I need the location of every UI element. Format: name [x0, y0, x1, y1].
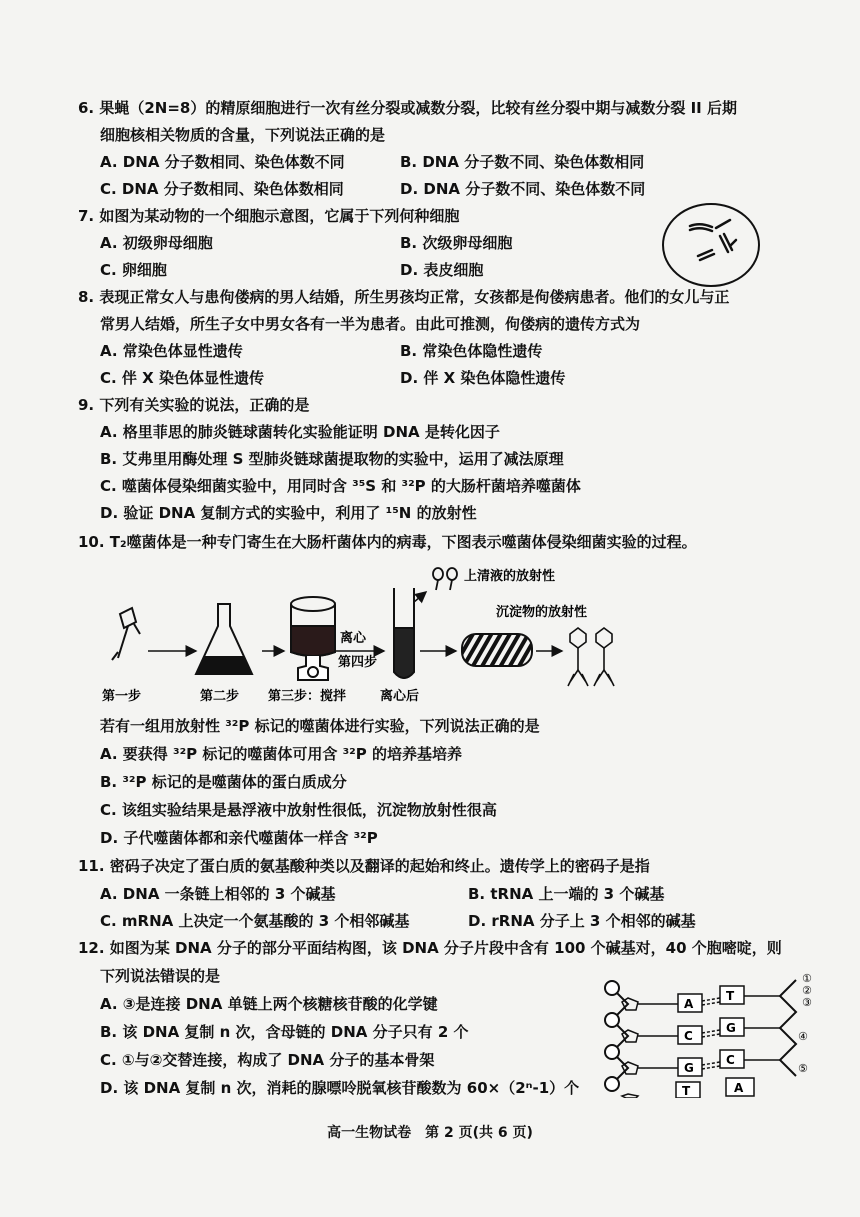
q9-option-c: C. 噬菌体侵染细菌实验中，用同时含 ³⁵S 和 ³²P 的大肠杆菌培养噬菌体 [100, 477, 581, 495]
base-left-1: A [684, 997, 694, 1011]
q6-option-a: A. DNA 分子数相同、染色体数不同 [100, 153, 345, 171]
precipitate-label: 沉淀物的放射性 [496, 605, 588, 620]
dna-structure-diagram [598, 968, 814, 1098]
phage-pair-icon [433, 568, 457, 590]
q10-option-b: B. ³²P 标记的是噬菌体的蛋白质成分 [100, 773, 347, 791]
q8-option-a: A. 常染色体显性遗传 [100, 342, 243, 360]
q9-stem: 9. 下列有关实验的说法，正确的是 [78, 396, 310, 414]
marker-2: ② [802, 984, 812, 997]
q6-option-b: B. DNA 分子数不同、染色体数相同 [400, 153, 645, 171]
step1-label: 第一步 [102, 689, 142, 704]
step3-label: 第三步：搅拌 [268, 689, 347, 704]
base-left-4: T [682, 1084, 691, 1098]
q9-option-a: A. 格里菲思的肺炎链球菌转化实验能证明 DNA 是转化因子 [100, 423, 500, 441]
q10-stem: 10. T₂噬菌体是一种专门寄生在大肠杆菌体内的病毒，下图表示噬菌体侵染细菌实验的过程。 [78, 533, 697, 551]
page-footer: 高一生物试卷 第 2 页(共 6 页) [327, 1125, 533, 1141]
q10-option-d: D. 子代噬菌体都和亲代噬菌体一样含 ³²P [100, 829, 378, 847]
q8-option-d: D. 伴 X 染色体隐性遗传 [400, 369, 566, 387]
q12-option-a: A. ③是连接 DNA 单链上两个核糖核苷酸的化学键 [100, 995, 438, 1013]
q6-stem-line2: 细胞核相关物质的含量，下列说法正确的是 [100, 126, 386, 144]
test-tube-icon [394, 588, 414, 678]
step4-label: 离心后 [380, 689, 420, 704]
q9-option-b: B. 艾弗里用酶处理 S 型肺炎链球菌提取物的实验中，运用了减法原理 [100, 450, 564, 468]
q11-stem: 11. 密码子决定了蛋白质的氨基酸种类以及翻译的起始和终止。遗传学上的密码子是指 [78, 857, 650, 875]
base-right-3: C [726, 1053, 735, 1067]
q8-option-b: B. 常染色体隐性遗传 [400, 342, 543, 360]
flask-icon [196, 604, 252, 674]
q7-option-d: D. 表皮细胞 [400, 261, 484, 279]
step2-label: 第二步 [200, 689, 240, 704]
q10-option-c: C. 该组实验结果是悬浮液中放射性很低，沉淀物放射性很高 [100, 801, 497, 819]
q9-option-d: D. 验证 DNA 复制方式的实验中，利用了 ¹⁵N 的放射性 [100, 504, 477, 522]
q6-option-c: C. DNA 分子数相同、染色体数相同 [100, 180, 344, 198]
base-right-4: A [734, 1081, 744, 1095]
bacterium-icon [462, 634, 532, 666]
q7-option-a: A. 初级卵母细胞 [100, 234, 213, 252]
q10-sub-stem: 若有一组用放射性 ³²P 标记的噬菌体进行实验，下列说法正确的是 [100, 717, 540, 735]
phage-experiment-diagram [100, 556, 660, 708]
blender-icon [291, 597, 335, 680]
base-left-3: G [684, 1061, 694, 1075]
q11-option-d: D. rRNA 分子上 3 个相邻的碱基 [468, 912, 696, 930]
q10-option-a: A. 要获得 ³²P 标记的噬菌体可用含 ³²P 的培养基培养 [100, 745, 462, 763]
q7-stem: 7. 如图为某动物的一个细胞示意图，它属于下列何种细胞 [78, 207, 460, 225]
q7-option-c: C. 卵细胞 [100, 261, 167, 279]
supernatant-label: 上清液的放射性 [464, 569, 556, 584]
centrifuge-label: 离心 [340, 631, 367, 646]
q12-stem-line2: 下列说法错误的是 [100, 967, 221, 985]
q11-option-a: A. DNA 一条链上相邻的 3 个碱基 [100, 885, 336, 903]
marker-4: ④ [798, 1030, 808, 1043]
cell-diagram [660, 200, 762, 290]
q8-stem-line1: 8. 表现正常女人与患佝偻病的男人结婚，所生男孩均正常，女孩都是佝偻病患者。他们的女儿与正 [78, 288, 730, 306]
q6-option-d: D. DNA 分子数不同、染色体数不同 [400, 180, 646, 198]
q8-stem-line2: 常男人结婚，所生子女中男女各有一半为患者。由此可推测，佝偻病的遗传方式为 [100, 315, 641, 333]
marker-5: ⑤ [798, 1062, 808, 1075]
q12-stem-line1: 12. 如图为某 DNA 分子的部分平面结构图，该 DNA 分子片段中含有 100 个碱基对，40 个胞嘧啶，则 [78, 939, 782, 957]
base-right-2: G [726, 1021, 736, 1035]
marker-1: ① [802, 972, 812, 985]
step4-arrow-label: 第四步 [338, 655, 378, 670]
q11-option-c: C. mRNA 上决定一个氨基酸的 3 个相邻碱基 [100, 912, 410, 930]
q12-option-d: D. 该 DNA 复制 n 次，消耗的腺嘌呤脱氧核苷酸数为 60×（2ⁿ-1）个 [100, 1079, 580, 1097]
marker-3: ③ [802, 996, 812, 1009]
phage-icon [112, 608, 140, 660]
q12-option-c: C. ①与②交替连接，构成了 DNA 分子的基本骨架 [100, 1051, 435, 1069]
q11-option-b: B. tRNA 上一端的 3 个碱基 [468, 885, 665, 903]
base-left-2: C [684, 1029, 693, 1043]
q7-option-b: B. 次级卵母细胞 [400, 234, 513, 252]
base-right-1: T [726, 989, 735, 1003]
q6-stem-line1: 6. 果蝇（2N=8）的精原细胞进行一次有丝分裂或减数分裂，比较有丝分裂中期与减数分裂 II 后期 [78, 99, 737, 117]
offspring-phage-icons [568, 628, 614, 686]
q8-option-c: C. 伴 X 染色体显性遗传 [100, 369, 264, 387]
q12-option-b: B. 该 DNA 复制 n 次，含母链的 DNA 分子只有 2 个 [100, 1023, 469, 1041]
